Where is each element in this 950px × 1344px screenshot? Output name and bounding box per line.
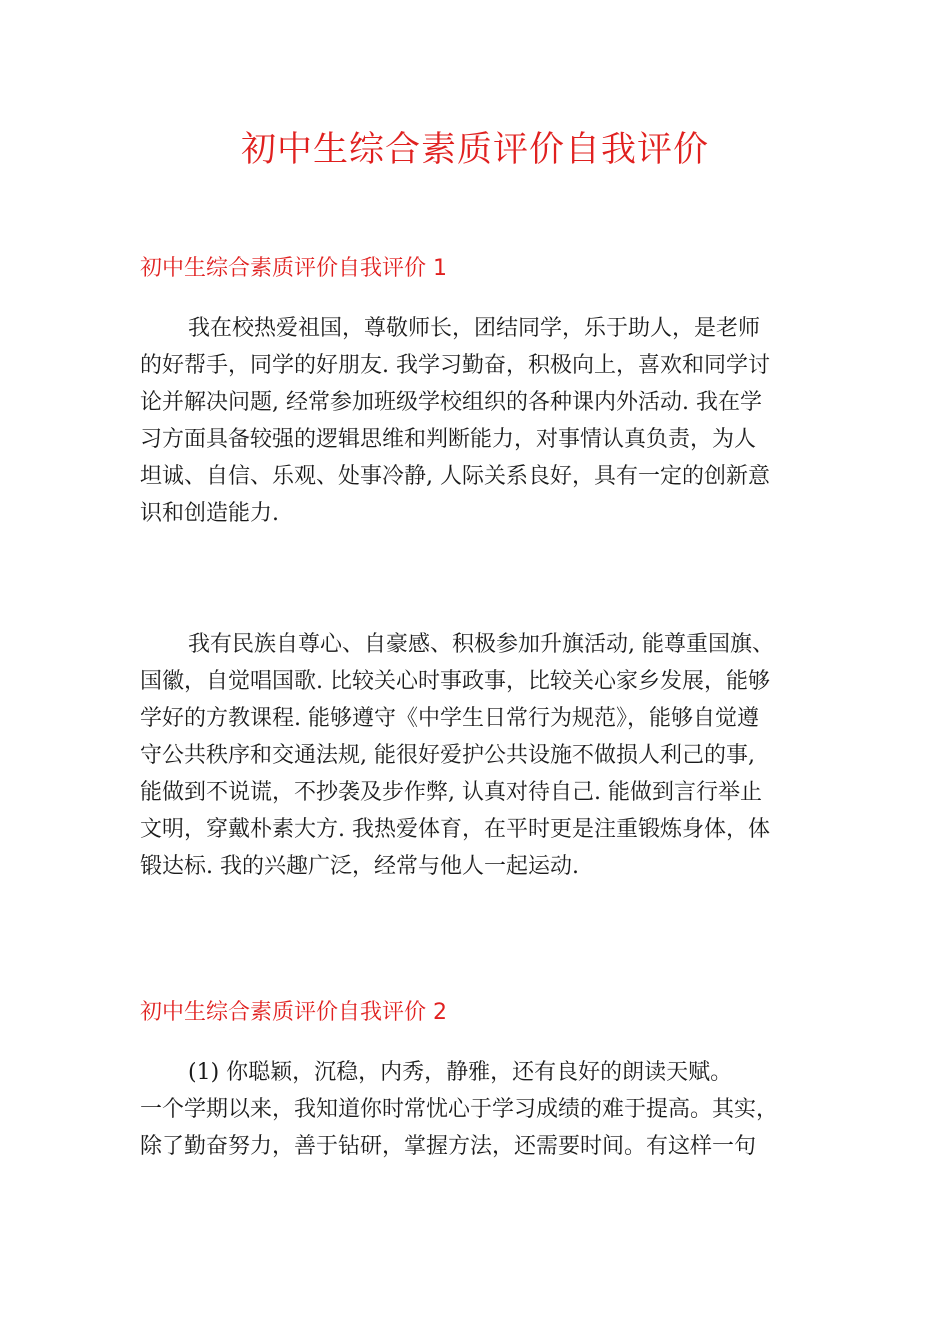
paragraph-line: 能做到不说谎，不抄袭及步作弊, 认真对待自己. 能做到言行举止 <box>140 780 762 805</box>
paragraph-line: 学好的方教课程. 能够遵守《中学生日常行为规范》，能够自觉遵 <box>140 706 759 731</box>
section-heading-2: 初中生综合素质评价自我评价 2 <box>140 1000 447 1025</box>
paragraph-line: 论并解决问题, 经常参加班级学校组织的各种课内外活动. 我在学 <box>140 390 762 415</box>
section-1-paragraph-1 <box>140 310 810 532</box>
paragraph-line: 文明，穿戴朴素大方. 我热爱体育，在平时更是注重锻炼身体，体 <box>140 817 770 842</box>
paragraph-line: (1) 你聪颖，沉稳，内秀，静雅，还有良好的朗读天赋。 <box>188 1060 733 1085</box>
section-1-paragraph-2 <box>140 626 810 885</box>
paragraph-line: 锻达标. 我的兴趣广泛，经常与他人一起运动. <box>140 854 579 879</box>
paragraph-line: 习方面具备较强的逻辑思维和判断能力，对事情认真负责，为人 <box>140 427 757 452</box>
paragraph-line: 坦诚、自信、乐观、处事冷静, 人际关系良好，具有一定的创新意 <box>140 464 770 489</box>
paragraph-line: 国徽，自觉唱国歌. 比较关心时事政事，比较关心家乡发展，能够 <box>140 669 770 694</box>
paragraph-line: 守公共秩序和交通法规, 能很好爱护公共设施不做损人利己的事, <box>140 743 755 768</box>
document-title: 初中生综合素质评价自我评价 <box>240 130 709 170</box>
section-2-paragraph-1 <box>140 1054 810 1165</box>
section-heading-1: 初中生综合素质评价自我评价 1 <box>140 256 447 281</box>
paragraph-line: 一个学期以来，我知道你时常忧心于学习成绩的难于提高。其实， <box>140 1097 779 1122</box>
paragraph-line: 除了勤奋努力，善于钻研，掌握方法，还需要时间。有这样一句 <box>140 1134 757 1159</box>
paragraph-line: 我有民族自尊心、自豪感、积极参加升旗活动, 能尊重国旗、 <box>188 632 774 657</box>
paragraph-line: 识和创造能力. <box>140 501 279 526</box>
paragraph-line: 的好帮手，同学的好朋友. 我学习勤奋，积极向上，喜欢和同学讨 <box>140 353 770 378</box>
paragraph-line: 我在校热爱祖国，尊敬师长，团结同学，乐于助人，是老师 <box>188 316 761 341</box>
